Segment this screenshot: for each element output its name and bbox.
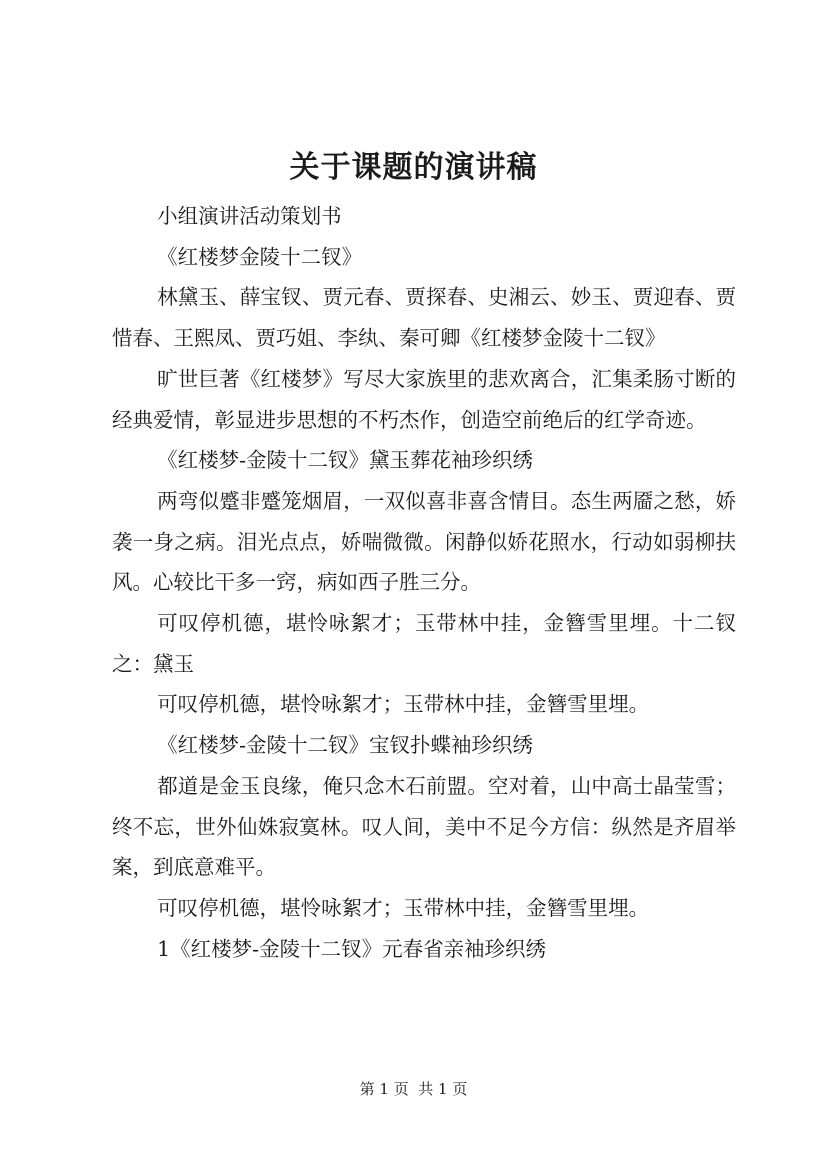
- document-body: [112, 196, 736, 969]
- paragraph: 1《红楼梦-金陵十二钗》元春省亲袖珍织绣: [157, 936, 547, 961]
- paragraph: 可叹停机德，堪怜咏絮才；玉带林中挂，金簪雪里埋。十二钗之：黛玉: [112, 611, 736, 676]
- paragraph: 可叹停机德，堪怜咏絮才；玉带林中挂，金簪雪里埋。: [157, 692, 650, 717]
- paragraph: 都道是金玉良缘，俺只念木石前盟。空对着，山中高士晶莹雪；终不忘，世外仙姝寂寞林。叹人间，美中不足今方信：纵然是齐眉举案，到底意难平。: [112, 773, 736, 880]
- page-number-label: 第 1 页 共 1 页: [359, 1080, 468, 1098]
- document-title: 关于课题的演讲稿: [289, 150, 538, 185]
- paragraph: 《红楼梦-金陵十二钗》宝钗扑蝶袖珍织绣: [157, 733, 534, 758]
- paragraph: 可叹停机德，堪怜咏絮才；玉带林中挂，金簪雪里埋。: [157, 895, 650, 920]
- paragraph: 《红楼梦-金陵十二钗》黛玉葬花袖珍织绣: [157, 448, 534, 473]
- paragraph: 旷世巨著《红楼梦》写尽大家族里的悲欢离合，汇集柔肠寸断的经典爱情，彰显进步思想的不朽杰作，创造空前绝后的红学奇迹。: [112, 366, 736, 432]
- paragraph: 小组演讲活动策划书: [157, 204, 342, 228]
- paragraph: 两弯似蹙非蹙笼烟眉，一双似喜非喜含情目。态生两靥之愁，娇袭一身之病。泪光点点，娇喘微微。闲静似娇花照水，行动如弱柳扶风。心较比干多一窍，病如西子胜三分。: [112, 488, 736, 595]
- page-footer: [0, 1078, 827, 1100]
- paragraph: 《红楼梦金陵十二钗》: [157, 244, 363, 269]
- paragraph: 林黛玉、薛宝钗、贾元春、贾探春、史湘云、妙玉、贾迎春、贾惜春、王熙凤、贾巧姐、李纨、秦可卿《红楼梦金陵十二钗》: [112, 285, 736, 351]
